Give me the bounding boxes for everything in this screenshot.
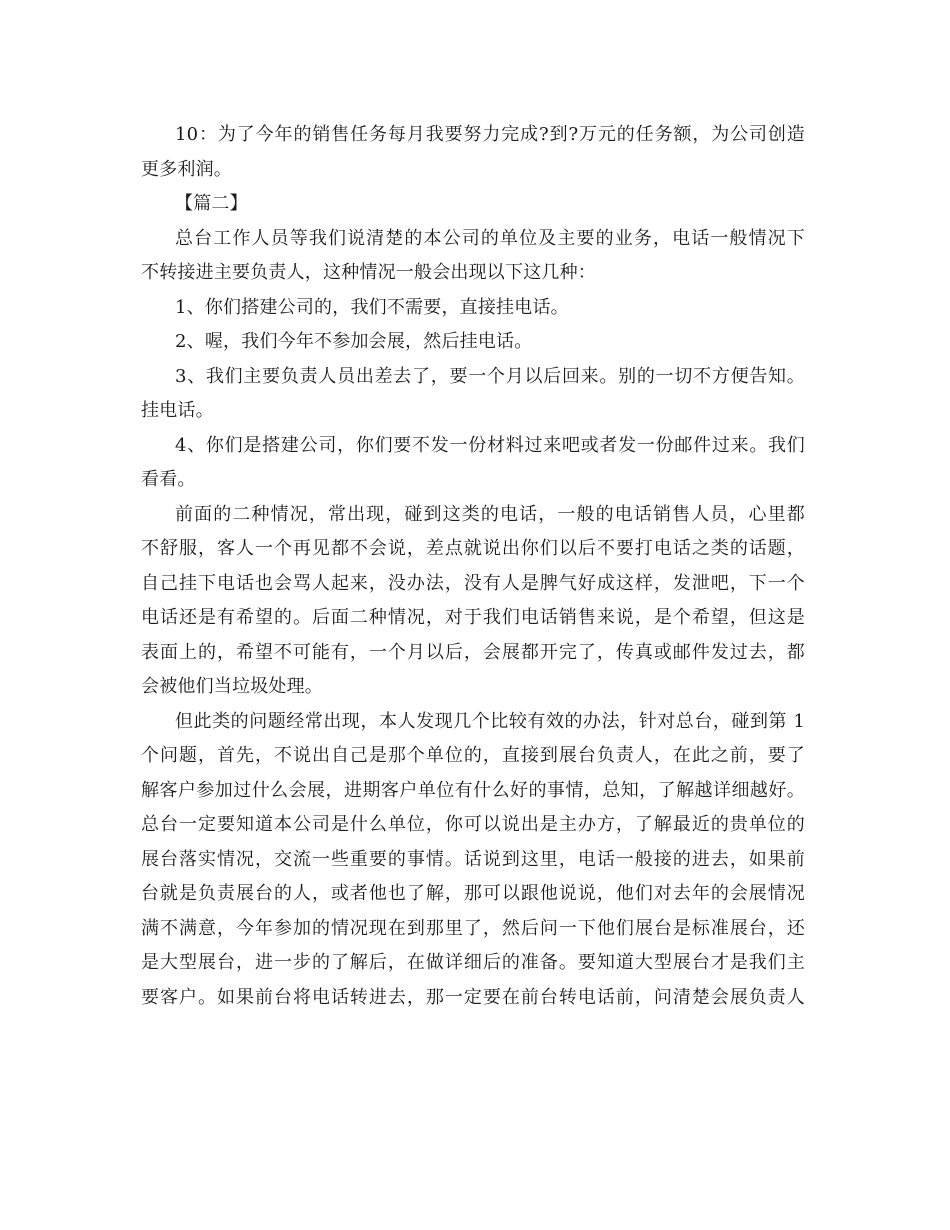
text-line: 总台一定要知道本公司是什么单位，你可以说出是主办方，了解最近的贵单位的	[141, 814, 805, 835]
text-line: 更多利润。	[141, 158, 232, 180]
text-line: 10：为了今年的销售任务每月我要努力完成?到?万元的任务额，为公司创造	[175, 124, 805, 145]
text-line: 挂电话。	[141, 400, 214, 421]
text-line: 个问题，首先，不说出自己是那个单位的，直接到展台负责人，在此之前，要了	[141, 745, 805, 766]
list-item: 1、你们搭建公司的，我们不需要，直接挂电话。	[175, 296, 569, 318]
list-item: 4、你们是搭建公司，你们要不发一份材料过来吧或者发一份邮件过来。我们	[175, 434, 805, 456]
text-line: 要客户。如果前台将电话转进去，那一定要在前台转电话前，问清楚会展负责人	[141, 986, 805, 1008]
text-line: 解客户参加过什么会展，进期客户单位有什么好的事情，总知，了解越详细越好。	[141, 779, 805, 801]
section-heading: 【篇二】	[175, 193, 248, 214]
text-line: 满不满意，今年参加的情况现在到那里了，然后问一下他们展台是标准展台，还	[141, 917, 805, 939]
text-line: 表面上的，希望不可能有，一个月以后，会展都开完了，传真或邮件发过去，都	[141, 641, 805, 663]
list-item: 3、我们主要负责人员出差去了，要一个月以后回来。别的一切不方便告知。	[175, 365, 805, 387]
text-line: 电话还是有希望的。后面二种情况，对于我们电话销售来说，是个希望，但这是	[141, 607, 805, 628]
text-line: 是大型展台，进一步的了解后，在做详细后的准备。要知道大型展台才是我们主	[141, 952, 805, 973]
text-line: 但此类的问题经常出现，本人发现几个比较有效的办法，针对总台，碰到第 1	[175, 710, 805, 732]
text-line: 不转接进主要负责人，这种情况一般会出现以下这几种：	[141, 262, 596, 283]
text-line: 看看。	[141, 469, 196, 490]
text-line: 不舒服，客人一个再见都不会说，差点就说出你们以后不要打电话之类的话题，	[141, 538, 805, 559]
text-line: 总台工作人员等我们说清楚的本公司的单位及主要的业务，电话一般情况下	[175, 227, 805, 249]
text-line: 会被他们当垃圾处理。	[141, 676, 323, 697]
text-line: 展台落实情况，交流一些重要的事情。话说到这里，电话一般接的进去，如果前	[141, 848, 805, 870]
text-line: 台就是负责展台的人，或者他也了解，那可以跟他说说，他们对去年的会展情况	[141, 883, 805, 904]
text-line: 自己挂下电话也会骂人起来，没办法，没有人是脾气好成这样，发泄吧，下一个	[141, 572, 805, 594]
list-item: 2、喔，我们今年不参加会展，然后挂电话。	[175, 331, 533, 352]
text-line: 前面的二种情况，常出现，碰到这类的电话，一般的电话销售人员，心里都	[175, 503, 805, 525]
document-body	[141, 118, 805, 1015]
